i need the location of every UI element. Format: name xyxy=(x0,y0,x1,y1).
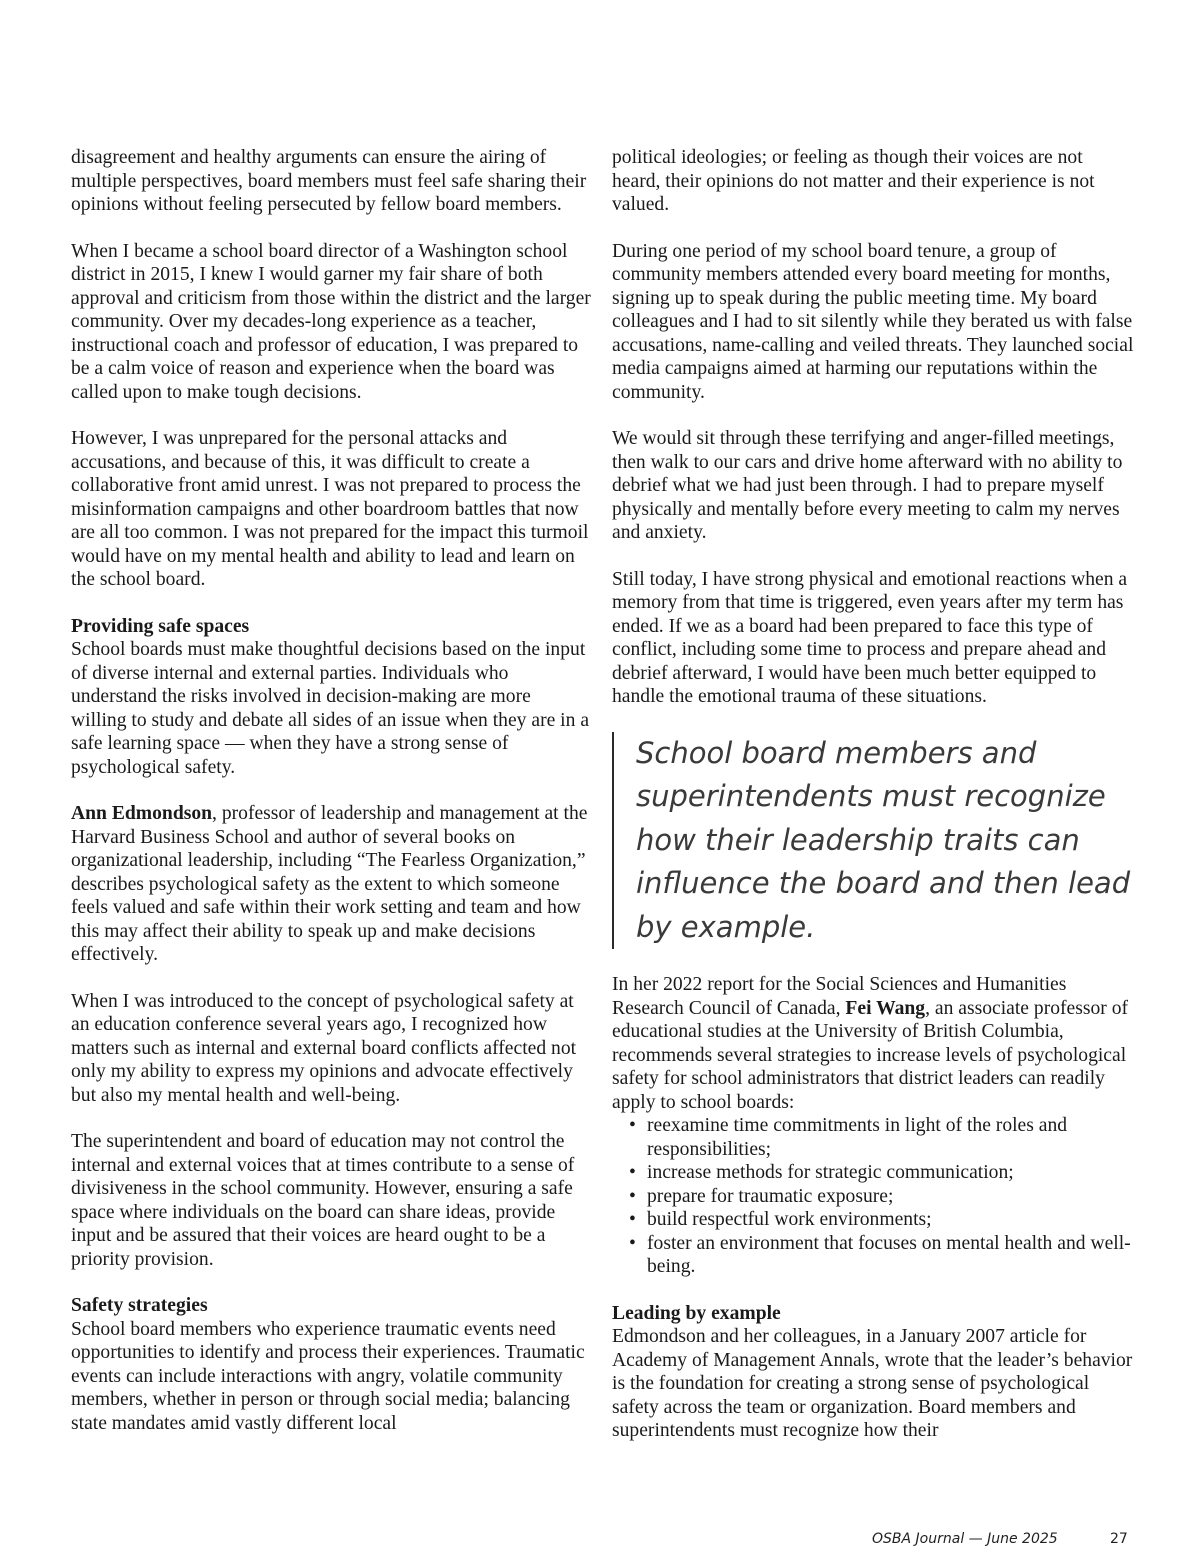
paragraph: Edmondson and her colleagues, in a January 2007 article for Academy of Management Annals, wrote that the leader’s behavior is the foundation for creating a strong sense of psychological safety across the team or organization. Board members and superintendents must recognize how their xyxy=(612,1326,1133,1441)
footer-page-number: 27 xyxy=(1110,1531,1128,1547)
paragraph: The superintendent and board of education may not control the internal and external voices that at times contribute to a sense of divisiveness in the school community. However, ensuring a safe space where individuals on the board can share ideas, provide input and be assured that their voices are heard ought to be a priority provision. xyxy=(71,1131,575,1270)
person-name: Fei Wang xyxy=(845,997,926,1019)
section-heading: Providing safe spaces xyxy=(71,615,250,637)
paragraph: When I was introduced to the concept of psychological safety at an education conference several years ago, I recognized how matters such as internal and external board conflicts affected not only my ability to express my opinions and advocate effectively but also my mental health and well-being. xyxy=(71,990,577,1106)
list-item: • foster an environment that focuses on mental health and well-being. xyxy=(647,1232,1134,1279)
pull-quote: School board members and superintendents must recognize how their leadership traits can influence the board and then lead by example. xyxy=(612,732,1134,950)
paragraph: School boards must make thoughtful decisions based on the input of diverse internal and external parties. Individuals who understand the risks involved in decision-making are more willing to study and debate all sides of an issue when they are in a safe learning space — when they have a strong sense of psychological safety. xyxy=(71,639,590,778)
paragraph: We would sit through these terrifying and anger-filled meetings, then walk to our cars and drive home afterward with no ability to debrief what we had just been through. I had to prepare myself physically and mentally before every meeting to calm my nerves and anxiety. xyxy=(612,428,1123,543)
right-column xyxy=(612,146,1134,1466)
list-item: • build respectful work environments; xyxy=(647,1208,1134,1232)
section-heading: Leading by example xyxy=(612,1302,781,1324)
person-name: Ann Edmondson xyxy=(71,803,213,824)
left-column xyxy=(71,146,591,1458)
list-item: • prepare for traumatic exposure; xyxy=(647,1185,1134,1209)
footer-journal-title: OSBA Journal — June 2025 xyxy=(872,1531,1058,1547)
paragraph: However, I was unprepared for the personal attacks and accusations, and because of this, it was difficult to create a collaborative front amid unrest. I was not prepared to process the misinformation campaigns and other boardroom battles that now are all too common. I was not prepared for the impact this turmoil would have on my mental health and ability to lead and learn on the school board. xyxy=(71,428,589,590)
paragraph-text: , an associate professor of educational studies at the University of British Columbia, recommends several strategies to increase levels of psychological safety for school administrators that district leaders can readily apply to school boards: xyxy=(612,997,1129,1113)
list-item: • increase methods for strategic communication; xyxy=(647,1161,1134,1185)
paragraph: disagreement and healthy arguments can ensure the airing of multiple perspectives, board members must feel safe sharing their opinions without feeling persecuted by fellow board members. xyxy=(71,147,587,215)
paragraph: political ideologies; or feeling as though their voices are not heard, their opinions do not matter and their experience is not valued. xyxy=(612,147,1095,215)
paragraph-text: In her 2022 report for the Social Sciences and Humanities Research Council of Canada, xyxy=(612,974,1067,1019)
paragraph xyxy=(612,973,1134,1114)
section-heading: Safety strategies xyxy=(71,1295,208,1316)
strategy-list xyxy=(612,1114,1134,1279)
paragraph: When I became a school board director of a Washington school district in 2015, I knew I would garner my fair share of both approval and criticism from those within the district and the larger community. Over my decades-long experience as a teacher, instructional coach and professor of education, I was prepared to be a calm voice of reason and experience when the board was called upon to make tough decisions. xyxy=(71,240,591,403)
paragraph: Still today, I have strong physical and emotional reactions when a memory from that time is triggered, even years after my term has ended. If we as a board had been prepared to face this type of conflict, including some time to process and prepare ahead and debrief afterward, I would have been much better equipped to handle the emotional trauma of these situations. xyxy=(612,568,1128,707)
paragraph: During one period of my school board tenure, a group of community members attended every board meeting for months, signing up to speak during the public meeting time. My board colleagues and I had to sit silently while they berated us with false accusations, name-calling and veiled threats. They launched social media campaigns aimed at harming our reputations within the community. xyxy=(612,240,1134,403)
list-item: • reexamine time commitments in light of the roles and responsibilities; xyxy=(647,1114,1134,1161)
paragraph: School board members who experience traumatic events need opportunities to identify and process their experiences. Traumatic events can include interactions with angry, volatile community members, whether in person or through social media; balancing state mandates amid vastly different local xyxy=(71,1318,585,1434)
section-providing-safe-spaces xyxy=(71,615,591,780)
section-leading-by-example xyxy=(612,1302,1134,1443)
paragraph xyxy=(71,802,591,967)
section-safety-strategies xyxy=(71,1294,591,1435)
paragraph-text: , professor of leadership and management at the Harvard Business School and author of several books on organizational leadership, including “The Fearless Organization,” describes psychological safety as the extent to which someone feels valued and safe within their work setting and team and how this may affect their ability to speak up and make decisions effectively. xyxy=(71,803,588,965)
